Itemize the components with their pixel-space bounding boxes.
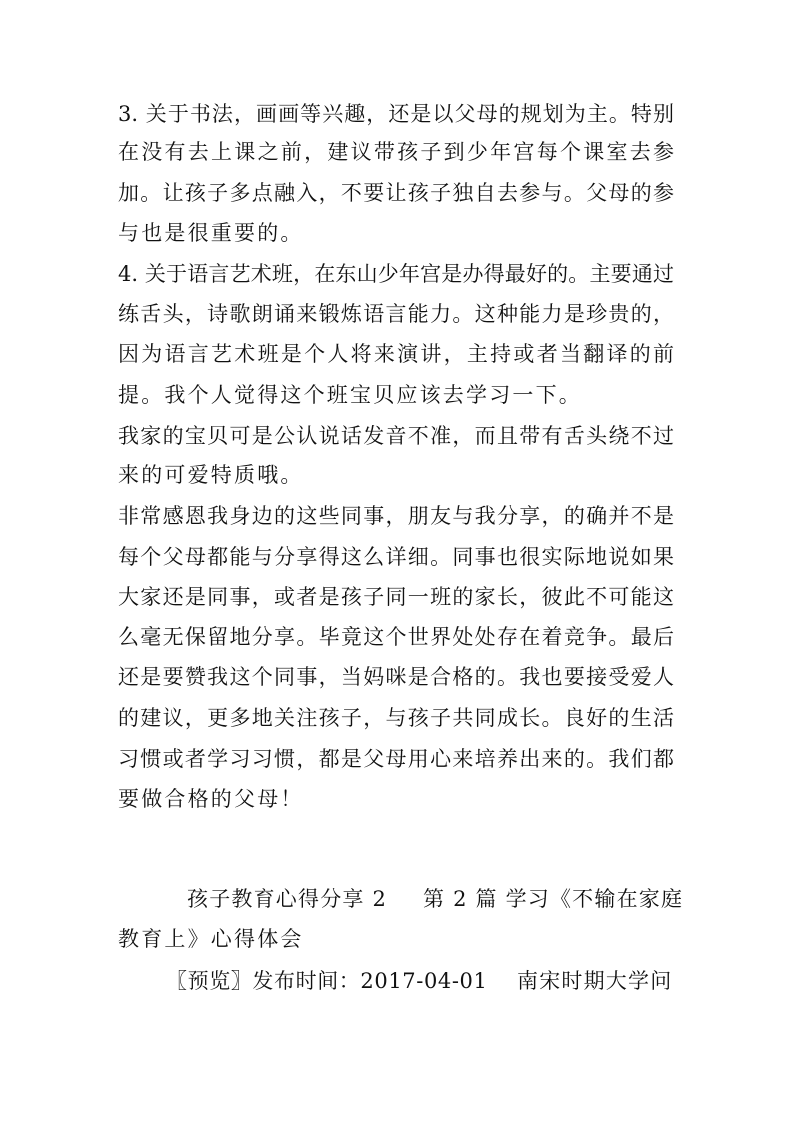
paragraph-line: 每个父母都能与分享得这么详细。同事也很实际地说如果 (118, 545, 674, 569)
paragraph-line: 因为语言艺术班是个人将来演讲，主持或者当翻译的前 (118, 342, 674, 366)
article-title-part: 教育上》心得体会 (118, 927, 304, 951)
paragraph-line: 提。我个人觉得这个班宝贝应该去学习一下。 (118, 383, 582, 407)
paragraph-line: 练舌头，诗歌朗诵来锻炼语言能力。这种能力是珍贵的， (118, 302, 674, 326)
paragraph-line: 习惯或者学习习惯，都是父母用心来培养出来的。我们都 (118, 747, 674, 771)
paragraph-line: 来的可爱特质哦。 (118, 463, 304, 487)
paragraph-line: 在没有去上课之前，建议带孩子到少年宫每个课室去参 (118, 140, 674, 164)
article-title-part: 第 2 篇 学习《不输在家庭 (423, 887, 684, 911)
paragraph-line: 非常感恩我身边的这些同事，朋友与我分享，的确并不是 (118, 504, 674, 528)
paragraph-line: 3. 关于书法，画画等兴趣，还是以父母的规划为主。特别 (118, 102, 674, 126)
paragraph-line: 还是要赞我这个同事，当妈咪是合格的。我也要接受爱人 (118, 665, 674, 689)
paragraph-line: 要做合格的父母！ (118, 787, 304, 811)
paragraph-line: 我家的宝贝可是公认说话发音不准，而且带有舌头绕不过 (118, 424, 674, 448)
paragraph-line: 么毫无保留地分享。毕竟这个世界处处存在着竞争。最后 (118, 625, 674, 649)
article-title-part: 孩子教育心得分享 2 (187, 887, 388, 911)
source-label: 南宋时期大学问 (517, 969, 673, 993)
paragraph-line: 的建议，更多地关注孩子，与孩子共同成长。良好的生活 (118, 706, 674, 730)
paragraph-line: 加。让孩子多点融入，不要让孩子独自去参与。父母的参 (118, 181, 674, 205)
paragraph-line: 4. 关于语言艺术班，在东山少年宫是办得最好的。主要通过 (118, 262, 674, 286)
paragraph-line: 大家还是同事，或者是孩子同一班的家长，彼此不可能这 (118, 585, 674, 609)
paragraph-line: 与也是很重要的。 (118, 221, 304, 245)
publish-info: 〖预览〗发布时间：2017-04-01 (166, 969, 488, 993)
